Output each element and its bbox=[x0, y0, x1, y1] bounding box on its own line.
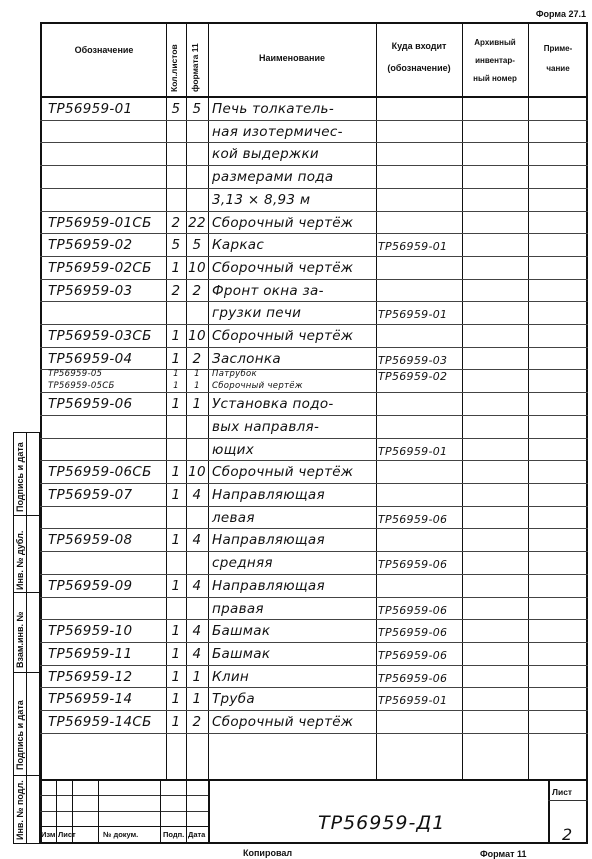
row-used-in: ТР56959-01 bbox=[378, 308, 448, 322]
row-designation: ТР56959-07 bbox=[48, 487, 133, 503]
row-used-in: ТР56959-06 bbox=[378, 512, 448, 526]
row-sheet-count: 1 bbox=[171, 464, 181, 481]
row-name: Патрубок bbox=[212, 369, 257, 380]
row-designation: ТР56959-03 bbox=[48, 282, 133, 299]
row-name: левая bbox=[212, 509, 255, 526]
row-format-11-count: 10 bbox=[188, 328, 206, 344]
row-divider bbox=[40, 165, 588, 166]
row-name: Фронт окна за- bbox=[212, 282, 324, 299]
row-sheet-count: 1 bbox=[171, 396, 181, 413]
row-used-in: ТР56959-01 bbox=[378, 444, 448, 458]
row-divider bbox=[40, 415, 588, 416]
row-name: Сборочный чертёж bbox=[212, 259, 354, 276]
row-sheet-count: 1 bbox=[171, 328, 181, 344]
row-used-in: ТР56959-06 bbox=[378, 648, 448, 662]
row-designation: ТР56959-12 bbox=[48, 668, 133, 685]
row-name: средняя bbox=[212, 555, 273, 572]
row-divider bbox=[40, 642, 588, 643]
side-label-replaces-inv: Взам.инв. № bbox=[15, 611, 25, 668]
header-archive-1: Архивный bbox=[474, 38, 516, 47]
header-archive-2: инвентар- bbox=[475, 56, 515, 65]
row-divider bbox=[40, 324, 588, 325]
row-sheet-count: 1 bbox=[171, 714, 181, 730]
row-name: размерами пода bbox=[212, 169, 334, 186]
row-divider bbox=[40, 369, 588, 370]
row-used-in: ТР56959-01 bbox=[378, 694, 448, 708]
row-sheet-count: 1 bbox=[173, 369, 179, 380]
row-format-11-count: 1 bbox=[192, 691, 202, 708]
row-name: Сборочный чертёж bbox=[212, 714, 354, 730]
row-format-11-count: 22 bbox=[188, 214, 206, 231]
row-sheet-count: 1 bbox=[171, 350, 181, 367]
row-name: Башмак bbox=[212, 623, 271, 640]
document-number: ТР56959-Д1 bbox=[318, 812, 446, 834]
row-designation: ТР56959-08 bbox=[48, 532, 133, 549]
row-name: Направляющая bbox=[212, 532, 325, 549]
row-sheet-count: 1 bbox=[171, 623, 181, 640]
row-divider bbox=[40, 438, 588, 439]
row-name: кой выдержки bbox=[212, 146, 319, 163]
row-divider bbox=[40, 233, 588, 234]
row-divider bbox=[40, 733, 588, 734]
row-name: Сборочный чертёж bbox=[212, 328, 354, 344]
row-sheet-count: 1 bbox=[171, 487, 181, 503]
row-name: Клин bbox=[212, 668, 250, 685]
row-divider bbox=[40, 279, 588, 280]
sheet-number: 2 bbox=[562, 825, 573, 844]
row-sheet-count: 2 bbox=[171, 282, 181, 299]
row-format-11-count: 1 bbox=[194, 380, 200, 391]
row-divider bbox=[40, 687, 588, 688]
side-label-inv-original: Инв. № подл. bbox=[15, 780, 25, 840]
row-designation: ТР56959-05СБ bbox=[48, 380, 115, 391]
row-name: Сборочный чертёж bbox=[212, 464, 354, 481]
row-designation: ТР56959-02СБ bbox=[48, 259, 152, 276]
header-note-1: Приме- bbox=[543, 44, 573, 53]
row-name: Печь толкатель- bbox=[212, 101, 334, 117]
row-used-in: ТР56959-03 bbox=[378, 353, 448, 367]
row-sheet-count: 1 bbox=[171, 691, 181, 708]
row-name: Заслонка bbox=[212, 350, 281, 367]
row-divider bbox=[40, 483, 588, 484]
row-used-in: ТР56959-06 bbox=[378, 626, 448, 640]
row-sheet-count: 1 bbox=[173, 380, 179, 391]
row-sheet-count: 5 bbox=[171, 237, 181, 254]
side-label-sign-date-1: Подпись и дата bbox=[15, 442, 25, 512]
row-format-11-count: 4 bbox=[192, 532, 202, 549]
footer-format: Формат 11 bbox=[480, 849, 527, 859]
row-format-11-count: 10 bbox=[188, 464, 206, 481]
row-format-11-count: 1 bbox=[192, 396, 202, 413]
row-designation: ТР56959-14 bbox=[48, 691, 133, 708]
row-designation: ТР56959-01СБ bbox=[48, 214, 152, 231]
row-format-11-count: 10 bbox=[188, 259, 206, 276]
sheet-label: Лист bbox=[552, 787, 573, 797]
row-name: Установка подо- bbox=[212, 396, 334, 413]
row-designation: ТР56959-11 bbox=[48, 645, 133, 662]
side-label-sign-date-2: Подпись и дата bbox=[15, 700, 25, 770]
title-col-izm: Изм bbox=[41, 830, 56, 839]
row-divider bbox=[40, 188, 588, 189]
title-col-list: Лист bbox=[58, 830, 76, 839]
row-format-11-count: 1 bbox=[192, 668, 202, 685]
row-name: Каркас bbox=[212, 237, 265, 254]
row-divider bbox=[40, 665, 588, 666]
row-divider bbox=[40, 460, 588, 461]
row-sheet-count: 1 bbox=[171, 668, 181, 685]
row-used-in: ТР56959-02 bbox=[378, 370, 448, 384]
row-divider bbox=[40, 301, 588, 302]
side-label-inv-duplicate: Инв. № дубл. bbox=[15, 530, 25, 590]
row-used-in: ТР56959-06 bbox=[378, 558, 448, 572]
row-divider bbox=[40, 347, 588, 348]
header-sheet-count: Кол.листов bbox=[169, 44, 179, 92]
row-designation: ТР56959-05 bbox=[48, 369, 103, 380]
row-name: ющих bbox=[212, 441, 255, 458]
row-designation: ТР56959-03СБ bbox=[48, 328, 152, 344]
header-designation: Обозначение bbox=[74, 45, 134, 55]
row-designation: ТР56959-06СБ bbox=[48, 464, 152, 481]
title-col-doc: № докум. bbox=[103, 830, 139, 839]
header-used-in-1: Куда входит bbox=[391, 41, 447, 51]
row-divider bbox=[40, 256, 588, 257]
row-name: ная изотермичес- bbox=[212, 123, 343, 140]
row-name: 3,13 × 8,93 м bbox=[212, 191, 311, 208]
header-archive-3: ный номер bbox=[473, 74, 517, 83]
form-label: Форма 27.1 bbox=[535, 9, 586, 19]
row-name: Сборочный чертёж bbox=[212, 214, 354, 231]
row-used-in: ТР56959-01 bbox=[378, 240, 448, 254]
header-name: Наименование bbox=[258, 53, 326, 63]
row-designation: ТР56959-10 bbox=[48, 623, 133, 640]
row-name: вых направля- bbox=[212, 418, 320, 435]
row-used-in: ТР56959-06 bbox=[378, 603, 448, 617]
row-designation: ТР56959-02 bbox=[48, 237, 133, 254]
row-sheet-count: 5 bbox=[171, 101, 181, 117]
row-divider bbox=[40, 619, 588, 620]
row-name: правая bbox=[212, 600, 264, 617]
title-col-date: Дата bbox=[188, 830, 206, 839]
row-sheet-count: 1 bbox=[171, 577, 181, 594]
row-designation: ТР56959-14СБ bbox=[48, 714, 152, 730]
row-divider bbox=[40, 597, 588, 598]
row-divider bbox=[40, 710, 588, 711]
row-divider bbox=[40, 392, 588, 393]
row-divider bbox=[40, 551, 588, 552]
row-sheet-count: 1 bbox=[171, 645, 181, 662]
row-format-11-count: 4 bbox=[192, 645, 202, 662]
row-designation: ТР56959-09 bbox=[48, 577, 133, 594]
row-format-11-count: 1 bbox=[194, 369, 200, 380]
row-sheet-count: 1 bbox=[171, 259, 181, 276]
row-divider bbox=[40, 528, 588, 529]
row-divider bbox=[40, 506, 588, 507]
header-used-in-2: (обозначение) bbox=[387, 63, 451, 73]
row-format-11-count: 4 bbox=[192, 623, 202, 640]
row-format-11-count: 2 bbox=[192, 350, 202, 367]
row-format-11-count: 5 bbox=[192, 101, 202, 117]
row-format-11-count: 4 bbox=[192, 487, 202, 503]
row-format-11-count: 2 bbox=[192, 282, 202, 299]
title-col-sign: Подп. bbox=[163, 830, 185, 839]
row-divider bbox=[40, 142, 588, 143]
row-name: Башмак bbox=[212, 645, 271, 662]
row-format-11-count: 4 bbox=[192, 577, 202, 594]
row-name: Труба bbox=[212, 691, 255, 708]
header-format-11: формата 11 bbox=[190, 43, 200, 92]
row-name: Направляющая bbox=[212, 577, 325, 594]
footer-copied: Копировал bbox=[243, 848, 293, 858]
row-designation: ТР56959-01 bbox=[48, 101, 133, 117]
row-designation: ТР56959-06 bbox=[48, 396, 133, 413]
header-note-2: чание bbox=[546, 64, 570, 73]
row-sheet-count: 2 bbox=[171, 214, 181, 231]
row-sheet-count: 1 bbox=[171, 532, 181, 549]
row-divider bbox=[40, 574, 588, 575]
row-name: Сборочный чертёж bbox=[212, 380, 303, 391]
row-divider bbox=[40, 120, 588, 121]
row-used-in: ТР56959-06 bbox=[378, 671, 448, 685]
row-format-11-count: 5 bbox=[192, 237, 202, 254]
row-format-11-count: 2 bbox=[192, 714, 202, 730]
row-name: грузки печи bbox=[212, 305, 302, 322]
row-designation: ТР56959-04 bbox=[48, 350, 133, 367]
row-name: Направляющая bbox=[212, 487, 325, 503]
row-divider bbox=[40, 211, 588, 212]
